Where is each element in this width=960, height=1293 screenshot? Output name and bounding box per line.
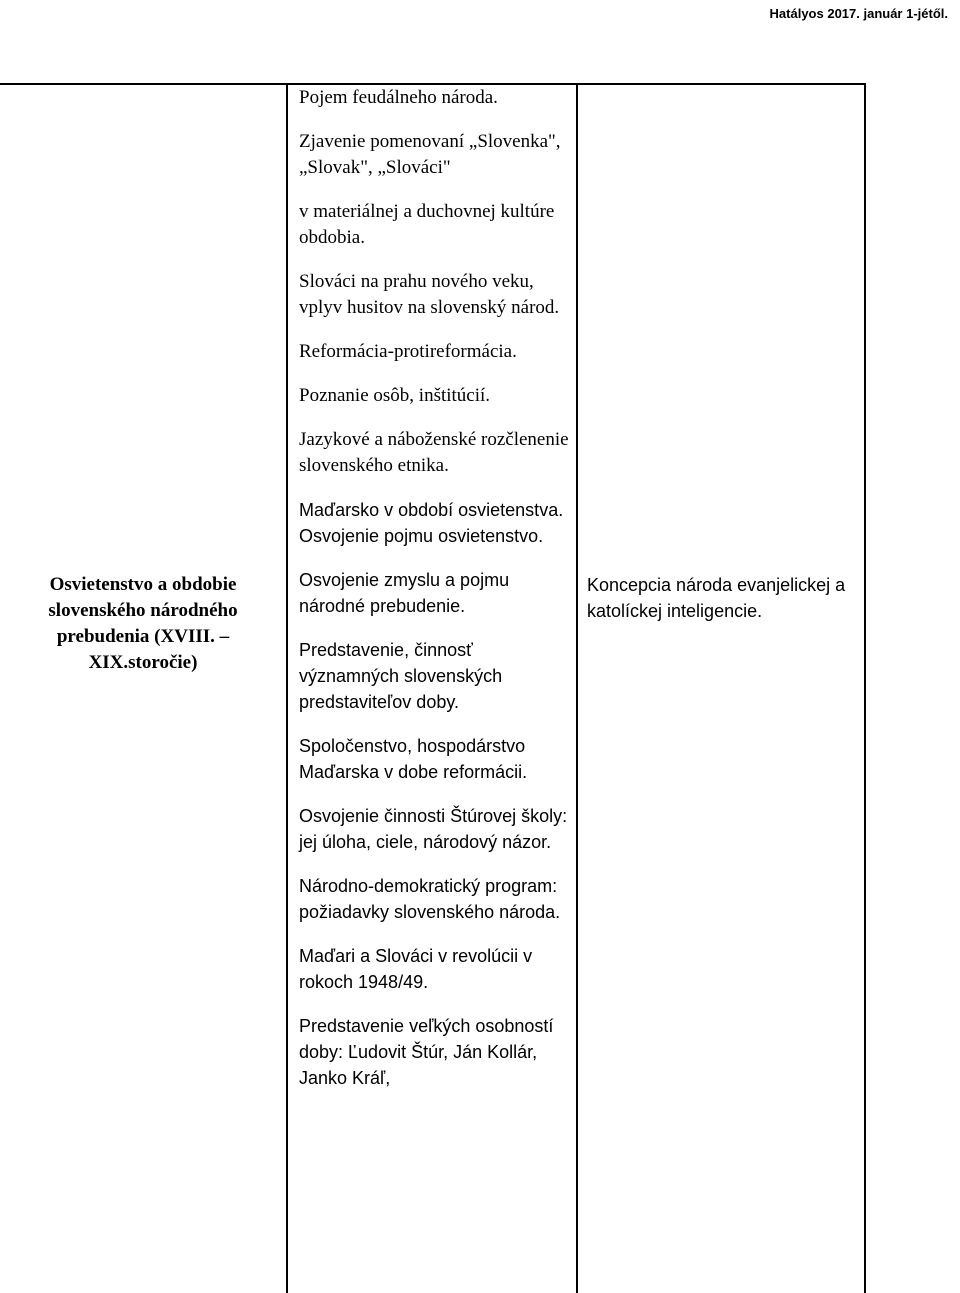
- topic-line: Osvietenstvo a obdobie: [49, 574, 237, 595]
- content-item: Zjavenie pomenovaní „Slovenka", „Slovak", „Slováci": [299, 131, 561, 178]
- topic-line: prebudenia (XVIII. –: [56, 626, 230, 647]
- content-item: Osvojenie zmyslu a pojmu národné prebudenie.: [299, 570, 510, 616]
- topic-cell: [0, 572, 286, 676]
- content-item: Pojem feudálneho národa.: [299, 87, 498, 108]
- column-divider-1: [286, 83, 288, 1293]
- content-item: Reformácia-protireformácia.: [299, 341, 517, 362]
- content-item: Predstavenie, činnosť významných slovenských predstaviteľov doby.: [299, 640, 503, 712]
- concept-cell: Koncepcia národa evanjelickej a katolíckej inteligencie.: [587, 575, 846, 621]
- content-item: Predstavenie veľkých osobností doby: Ľudovit Štúr, Ján Kollár, Janko Kráľ,: [299, 1016, 554, 1088]
- content-item: Spoločenstvo, hospodárstvo Maďarska v dobe reformácii.: [299, 736, 528, 782]
- content-cell: [299, 85, 569, 1109]
- content-item: Národno-demokratický program: požiadavky slovenského národa.: [299, 876, 561, 922]
- content-item: v materiálnej a duchovnej kultúre obdobia.: [299, 201, 555, 248]
- content-item: Poznanie osôb, inštitúcií.: [299, 385, 491, 406]
- content-item: Maďarsko v období osvietenstva.: [299, 500, 564, 520]
- content-item: Maďari a Slováci v revolúcii v rokoch 1948/49.: [299, 946, 533, 992]
- content-item: Osvojenie pojmu osvietenstvo.: [299, 526, 544, 546]
- effective-date-note: Hatályos 2017. január 1-jétől.: [769, 6, 948, 21]
- content-item: Slováci na prahu nového veku, vplyv husitov na slovenský národ.: [299, 271, 560, 318]
- content-item: Jazykové a náboženské rozčlenenie slovenského etnika.: [299, 429, 569, 476]
- topic-line: XIX.storočie): [88, 652, 198, 673]
- topic-line: slovenského národného: [48, 600, 238, 621]
- column-divider-2: [576, 83, 578, 1293]
- content-item: Osvojenie činnosti Štúrovej školy: jej úloha, ciele, národový názor.: [299, 806, 568, 852]
